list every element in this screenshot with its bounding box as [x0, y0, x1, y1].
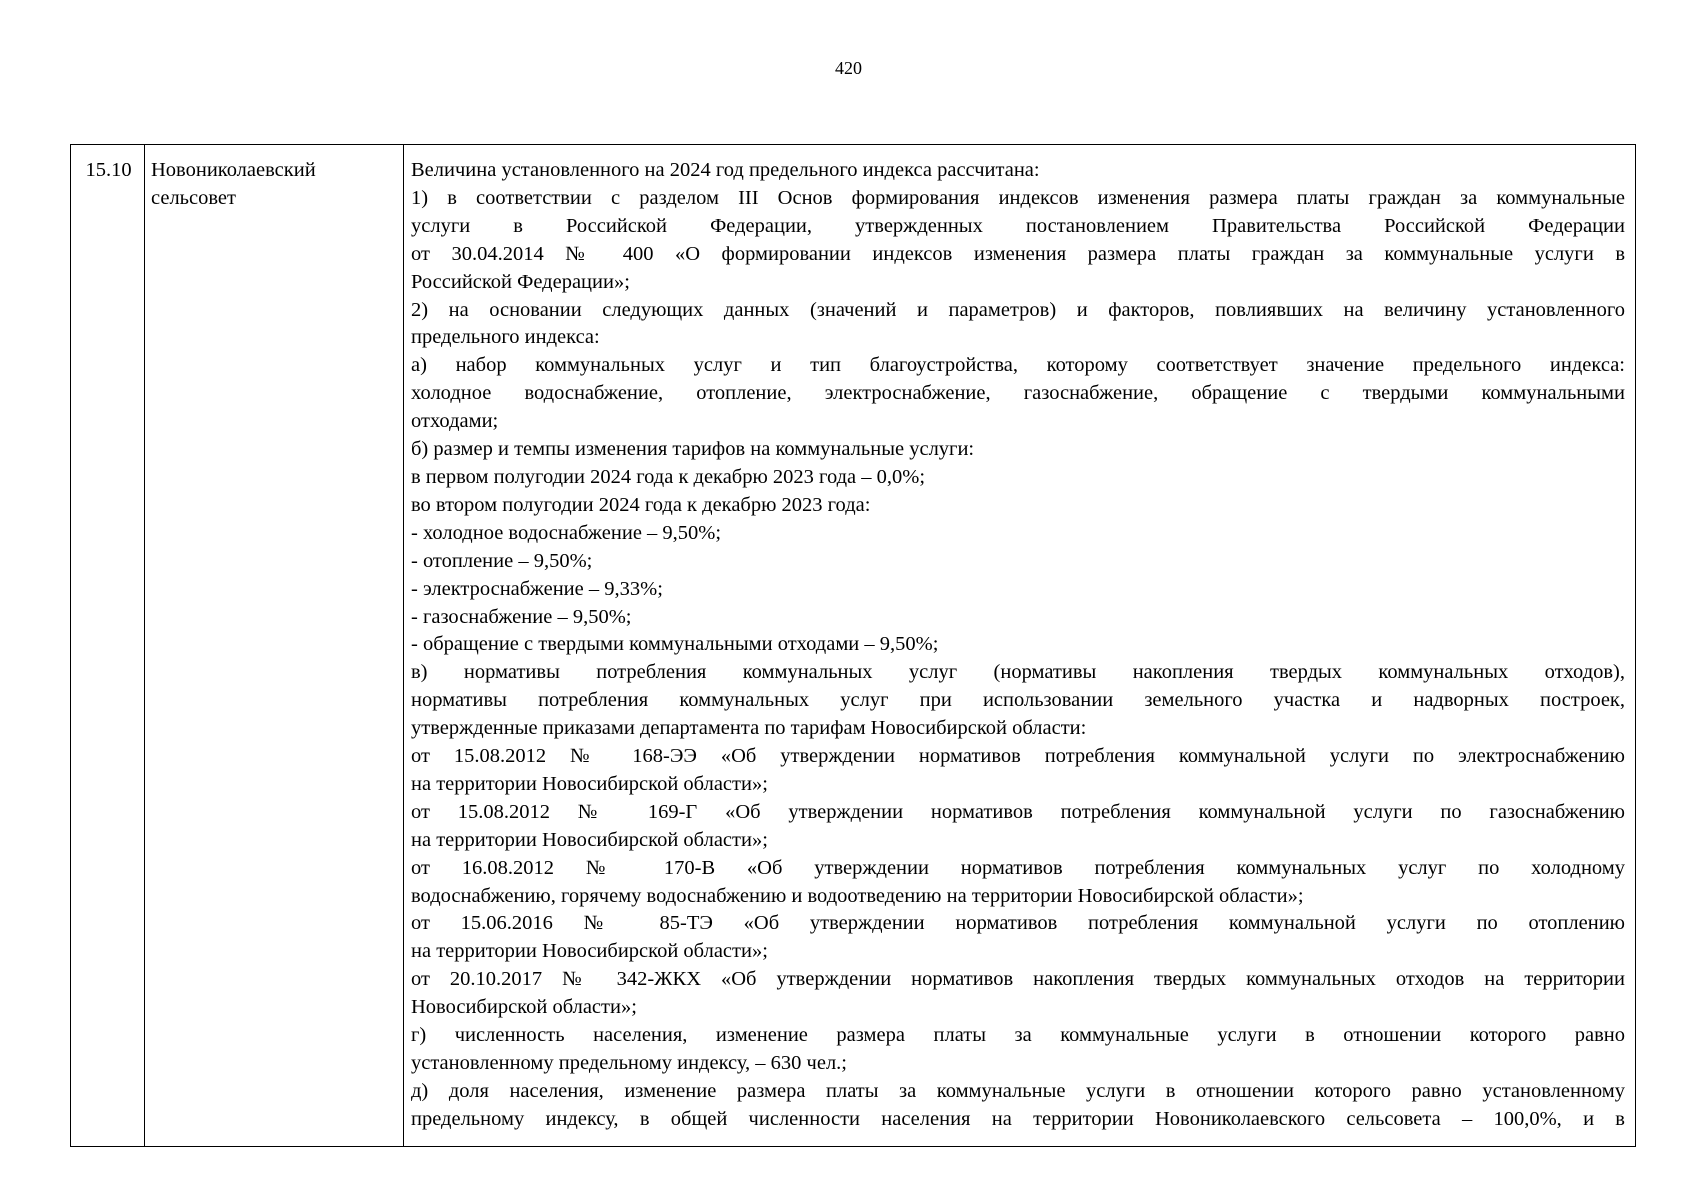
text-line: от 16.08.2012 № 170-В «Об утверждении нормативов потребления коммунальных услуг по холодному [411, 856, 1625, 879]
text-line: Новосибирской области»; [411, 996, 637, 1019]
description-paragraph [411, 1078, 1625, 1134]
text-line: на территории Новосибирской области»; [411, 772, 768, 795]
text-line: от 20.10.2017 № 342-ЖКХ «Об утверждении нормативов накопления твердых коммунальных отходов на территории [411, 968, 1625, 991]
description-paragraph [411, 492, 1625, 520]
description-paragraph [411, 604, 1625, 632]
description-paragraph [411, 743, 1625, 799]
text-line: установленному предельному индексу, – 630 чел.; [411, 1052, 848, 1074]
description-paragraph [411, 297, 1625, 353]
municipality-name-line: Новониколаевский [151, 159, 316, 181]
text-line: услуги в Российской Федерации, утвержденных постановлением Правительства Российской Федерации [411, 214, 1625, 237]
text-line: - холодное водоснабжение – 9,50%; [411, 521, 722, 544]
description-paragraph [411, 910, 1625, 966]
text-line: - газоснабжение – 9,50%; [411, 605, 632, 628]
tariff-index-table [70, 144, 1636, 1147]
text-line: нормативы потребления коммунальных услуг при использовании земельного участка и надворных построек, [411, 689, 1625, 712]
text-line: от 15.06.2016 № 85-ТЭ «Об утверждении нормативов потребления коммунальной услуги по отоплению [411, 912, 1625, 935]
description-paragraph [411, 966, 1625, 1022]
description-paragraph [411, 352, 1625, 436]
row-number-cell [71, 145, 145, 1146]
description-paragraph [411, 185, 1625, 297]
text-line: во втором полугодии 2024 года к декабрю 2023 года: [411, 493, 871, 516]
text-line: б) размер и темпы изменения тарифов на коммунальные услуги: [411, 438, 975, 461]
text-line: от 15.08.2012 № 169-Г «Об утверждении нормативов потребления коммунальной услуги по газоснабжению [411, 800, 1625, 823]
text-line: Величина установленного на 2024 год предельного индекса рассчитана: [411, 159, 1040, 181]
text-line: а) набор коммунальных услуг и тип благоустройства, которому соответствует значение предельного индекса: [411, 354, 1625, 377]
description-paragraph [411, 157, 1625, 185]
description-paragraph [411, 576, 1625, 604]
text-line: в первом полугодии 2024 года к декабрю 2023 года – 0,0%; [411, 465, 926, 488]
text-line: утвержденные приказами департамента по тарифам Новосибирской области: [411, 717, 1087, 740]
text-line: 1) в соответствии с разделом III Основ формирования индексов изменения размера платы граждан за коммунальные [411, 186, 1625, 209]
text-line: холодное водоснабжение, отопление, электроснабжение, газоснабжение, обращение с твердыми коммунальными [411, 382, 1625, 405]
text-line: предельному индексу, в общей численности населения на территории Новониколаевского сельсовета – 100,0%, и в [411, 1107, 1625, 1130]
text-line: от 15.08.2012 № 168-ЭЭ «Об утверждении нормативов потребления коммунальной услуги по электроснабжению [411, 745, 1625, 768]
text-line: предельного индекса: [411, 326, 600, 349]
municipality-name-cell [145, 145, 404, 1146]
text-line: 2) на основании следующих данных (значений и параметров) и факторов, повлиявших на величину установленного [411, 298, 1625, 321]
description-paragraph [411, 659, 1625, 743]
row-number: 15.10 [85, 159, 132, 181]
text-line: - электроснабжение – 9,33%; [411, 577, 663, 600]
text-line: д) доля населения, изменение размера платы за коммунальные услуги в отношении которого равно установленному [411, 1079, 1625, 1102]
description-paragraph [411, 1022, 1625, 1078]
text-line: г) численность населения, изменение размера платы за коммунальные услуги в отношении которого равно [411, 1024, 1625, 1047]
description-paragraph [411, 548, 1625, 576]
description-cell [404, 145, 1635, 1146]
text-line: Российской Федерации»; [411, 270, 630, 293]
text-line: на территории Новосибирской области»; [411, 940, 768, 963]
text-line: водоснабжению, горячему водоснабжению и водоотведению на территории Новосибирской области»; [411, 884, 1304, 907]
description-paragraph [411, 799, 1625, 855]
description-paragraph [411, 631, 1625, 659]
description-paragraph [411, 464, 1625, 492]
text-line: отходами; [411, 410, 499, 433]
municipality-name-line: сельсовет [151, 186, 236, 209]
page-number: 420 [835, 58, 862, 78]
text-line: - отопление – 9,50%; [411, 549, 593, 572]
description-paragraph [411, 436, 1625, 464]
description-paragraph [411, 520, 1625, 548]
text-line: - обращение с твердыми коммунальными отходами – 9,50%; [411, 633, 939, 656]
text-line: в) нормативы потребления коммунальных услуг (нормативы накопления твердых коммунальных отходов), [411, 661, 1625, 684]
text-line: на территории Новосибирской области»; [411, 828, 768, 851]
text-line: от 30.04.2014 № 400 «О формировании индексов изменения размера платы граждан за коммунальные услуги в [411, 242, 1625, 265]
description-paragraph [411, 855, 1625, 911]
